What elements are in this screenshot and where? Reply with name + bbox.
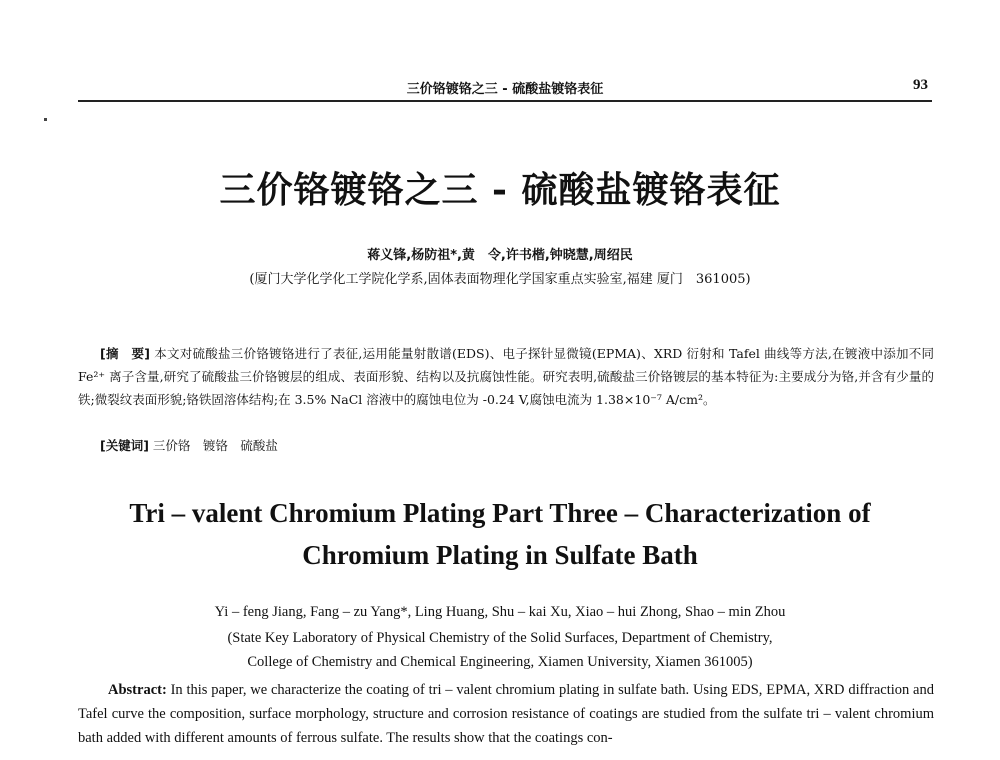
english-title: [0, 492, 1000, 576]
chinese-keywords: [100, 436, 278, 454]
english-abstract: [78, 678, 934, 750]
chinese-affiliation: (厦门大学化学化工学院化学系,固体表面物理化学国家重点实验室,福建 厦门 361005): [249, 272, 751, 287]
english-affiliation-line-2: College of Chemistry and Chemical Engineering, Xiamen University, Xiamen 361005): [247, 654, 753, 670]
english-abstract-label: Abstract:: [108, 682, 167, 698]
english-authors: Yi – feng Jiang, Fang – zu Yang*, Ling Huang, Shu – kai Xu, Xiao – hui Zhong, Shao – min Zhou: [214, 604, 786, 620]
chinese-title: 三价铬镀铬之三 - 硫酸盐镀铬表征: [219, 169, 781, 211]
chinese-keywords-label: [关键词]: [100, 438, 149, 453]
english-abstract-text: In this paper, we characterize the coating of tri – valent chromium plating in sulfate bath. Using EDS, EPMA, XRD diffraction and Tafel curve the composition, surface morphology, structure and corrosion resistance of coatings are studied from the sulfate tri – valent chromium bath added with different amounts of ferrous sulfate. The results show that the coatings con-: [78, 682, 934, 746]
chinese-authors: 蒋义锋,杨防祖*,黄 令,许书楷,钟晓慧,周绍民: [367, 248, 633, 263]
page-number: 93: [913, 77, 928, 93]
english-title-line-1: Tri – valent Chromium Plating Part Three – Characterization of: [129, 498, 871, 528]
chinese-abstract-text: 本文对硫酸盐三价铬镀铬进行了表征,运用能量射散谱(EDS)、电子探针显微镜(EPMA)、XRD 衍射和 Tafel 曲线等方法,在镀液中添加不同 Fe²⁺ 离子含量,研究了硫酸盐三价铬镀层的组成、表面形貌、结构以及抗腐蚀性能。研究表明,硫酸盐三价铬镀层的基本特征为:主要成分为铬,并含有少量的铁;微裂纹表面形貌;铬铁固溶体结构;在 3.5% NaCl 溶液中的腐蚀电位为 -0.24 V,腐蚀电流为 1.38×10⁻⁷ A/cm²。: [78, 346, 934, 407]
scan-speck: [44, 118, 47, 121]
chinese-abstract-label: [摘 要]: [100, 346, 150, 361]
chinese-abstract: [78, 342, 934, 411]
running-title: 三价铬镀铬之三 - 硫酸盐镀铬表征: [406, 82, 604, 97]
english-title-line-2: Chromium Plating in Sulfate Bath: [302, 540, 698, 570]
running-header: [78, 74, 932, 102]
chinese-keywords-text: 三价铬 镀铬 硫酸盐: [152, 438, 278, 453]
english-affiliation-line-1: (State Key Laboratory of Physical Chemistry of the Solid Surfaces, Department of Chemistry,: [227, 630, 773, 646]
